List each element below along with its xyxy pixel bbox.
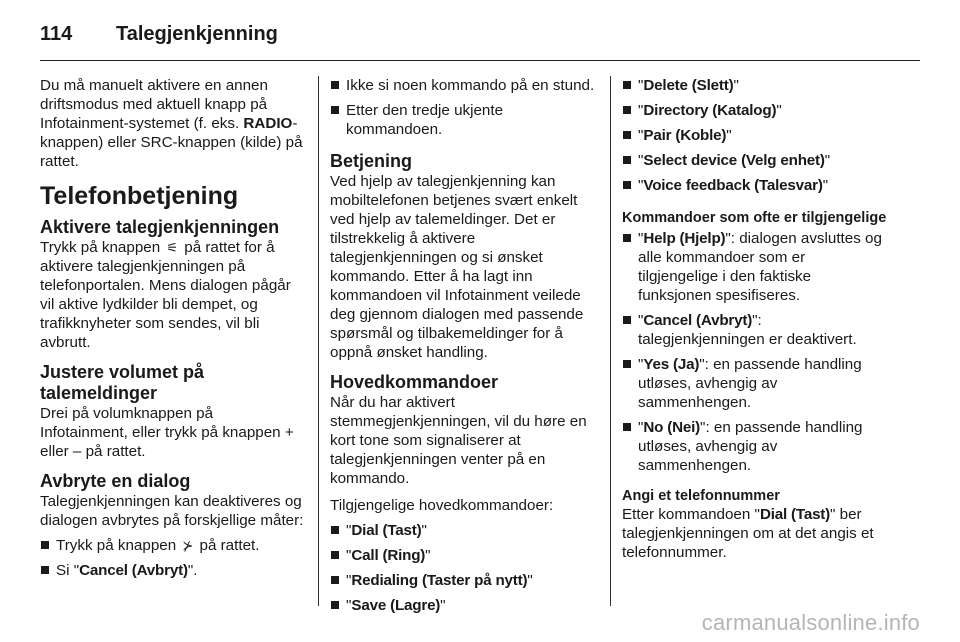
main-commands-paragraph: Når du har aktivert stemmegjenkjenningen, vil du høre en kort tone som signaliserer at talegjenkjenningen venter på en kommando. xyxy=(330,394,587,487)
subheading-operation: Betjening xyxy=(330,151,413,171)
list-item: "Dial (Tast)" xyxy=(330,521,595,540)
subheading-common-commands: Kommandoer som ofte er tilgjengelige xyxy=(622,210,887,226)
list-item: "Help (Hjelp)": dialogen avsluttes og alle kommandoer som er tilgjengelige i den faktiske funksjonen spesifiseres. xyxy=(622,229,887,305)
list-item: "Cancel (Avbryt)": talegjenkjenningen er deaktivert. xyxy=(622,311,887,349)
list-item: "Select device (Velg enhet)" xyxy=(622,151,887,170)
column-divider xyxy=(318,76,319,606)
list-item: "Delete (Slett)" xyxy=(622,76,887,95)
header-rule xyxy=(40,60,920,61)
list-item: "Call (Ring)" xyxy=(330,546,595,565)
list-item: "Yes (Ja)": en passende handling utløses, avhengig av sammenhengen. xyxy=(622,355,887,412)
subheading-cancel: Avbryte en dialog xyxy=(40,471,191,491)
list-item: Trykk på knappen ⊁ på rattet. xyxy=(40,536,305,555)
list-item: "Directory (Katalog)" xyxy=(622,101,887,120)
cancel-paragraph: Talegjenkjenningen kan deaktiveres og dialogen avbrytes på forskjellige måter: xyxy=(40,493,304,529)
subheading-main-commands: Hovedkommandoer xyxy=(330,372,499,392)
list-item: "Pair (Koble)" xyxy=(622,126,887,145)
page-number: 114 xyxy=(40,22,73,45)
column-1 xyxy=(40,76,305,580)
intro-paragraph: Du må manuelt aktivere en annen driftsmodus med aktuell knapp på Infotainment-systemet (f. eks. RADIO-knappen) eller SRC-knappen (kilde) på rattet. xyxy=(40,77,303,170)
column-3 xyxy=(622,76,887,562)
page-title: Talegjenkjenning xyxy=(116,22,278,45)
watermark: carmanualsonline.info xyxy=(701,610,920,635)
list-item: Si "Cancel (Avbryt)". xyxy=(40,561,305,580)
list-item: Ikke si noen kommando på en stund. xyxy=(330,76,595,95)
available-commands-label: Tilgjengelige hovedkommandoer: xyxy=(330,497,554,514)
page-header xyxy=(40,14,278,54)
list-item: "No (Nei)": en passende handling utløses, avhengig av sammenhengen. xyxy=(622,418,887,475)
subheading-volume: Justere volumet på talemeldinger xyxy=(40,362,205,403)
voice-off-icon: ⊁ xyxy=(182,538,194,553)
subheading-activate: Aktivere talegjenkjenningen xyxy=(40,217,280,237)
column-divider xyxy=(610,76,611,606)
voice-button-icon: ⚟ xyxy=(166,240,179,255)
column-2 xyxy=(330,76,595,615)
volume-paragraph: Drei på volumknappen på Infotainment, eller trykk på knappen + eller – på rattet. xyxy=(40,405,294,460)
list-item: "Redialing (Taster på nytt)" xyxy=(330,571,595,590)
phone-number-paragraph: Etter kommandoen "Dial (Tast)" ber talegjenkjenningen om at det angis et telefonnummer. xyxy=(622,506,874,561)
list-item: Etter den tredje ukjente kommandoen. xyxy=(330,101,595,139)
section-heading: Telefonbetjening xyxy=(40,182,239,210)
subheading-phone-number: Angi et telefonnummer xyxy=(622,488,780,504)
list-item: "Voice feedback (Talesvar)" xyxy=(622,176,887,195)
list-item: "Save (Lagre)" xyxy=(330,596,595,615)
activate-paragraph: Trykk på knappen ⚟ på rattet for å aktivere talegjenkjenningen på telefonportalen. Mens dialogen pågår vil aktive lydkilder bli dempet, og trafikknyheter som sendes, vil bli avbrutt. xyxy=(40,239,291,351)
radio-button-label: RADIO xyxy=(243,115,293,132)
operation-paragraph: Ved hjelp av talegjenkjenning kan mobiltelefonen betjenes svært enkelt ved hjelp av talemeldinger. Det er tilstrekkelig å aktivere talegjenkjenningen og si ønsket kommando. Etter å ha lagt inn kommandoen vil Infotainment veilede deg gjennom dialogen med passende spørsmål og tilbakemeldinger for å oppnå ønsket handling. xyxy=(330,173,584,361)
